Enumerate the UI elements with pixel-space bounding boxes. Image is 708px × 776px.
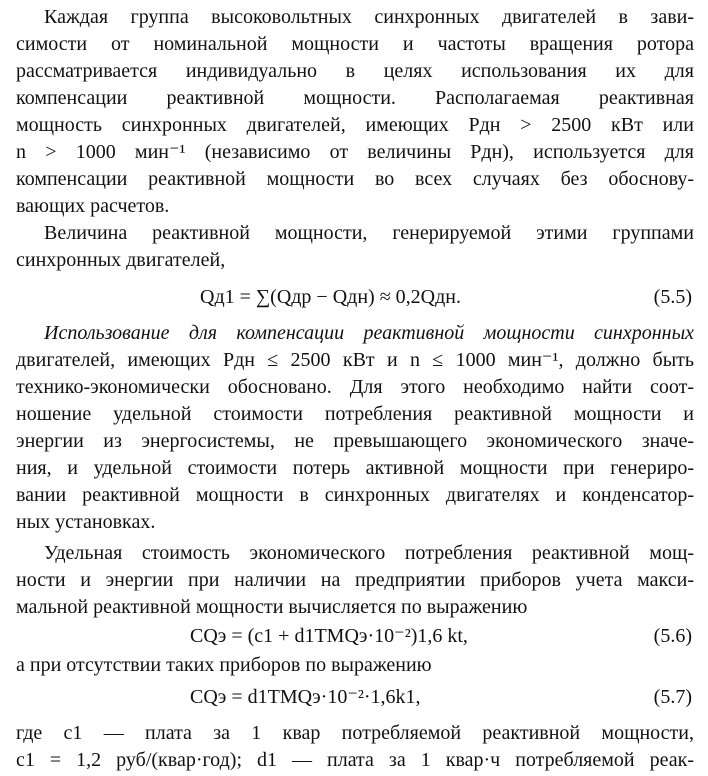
equation-5-5: Qд1 = ∑(Qдр − Qдн) ≈ 0,2Qдн. [200, 286, 461, 308]
equation-5-7: CQэ = d1TMQэ·10⁻²·1,6k1, [190, 686, 421, 708]
text-line: мощность синхронных двигателей, имеющих Pдн > 2500 кВт или [16, 114, 694, 136]
text-line: двигателей, имеющих Pдн ≤ 2500 кВт и n ≤ 1000 мин⁻¹, должно быть [16, 349, 694, 371]
equation-number: (5.7) [653, 686, 692, 708]
text-line: вающих расчетов. [16, 195, 170, 217]
text-line: симости от номинальной мощности и частоты вращения ротора [16, 33, 694, 55]
text-line: где c1 — плата за 1 квар потребляемой реактивной мощности, [16, 722, 694, 744]
text-line-italic: Использование для компенсации реактивной мощности синхронных [44, 322, 694, 344]
text-line: технико-экономически обосновано. Для этого необходимо найти соот- [16, 376, 694, 398]
text-line: ных установках. [16, 511, 156, 533]
text-line: энергии из энергосистемы, не превышающего экономического значе- [16, 430, 694, 452]
text-line: а при отсутствии таких приборов по выражению [16, 654, 432, 676]
text-line: рассматривается индивидуально в целях использования их для [16, 60, 694, 82]
text-line: компенсации реактивной мощности во всех случаях без обоснову- [16, 168, 694, 190]
text-line: c1 = 1,2 руб/(квар·год); d1 — плата за 1 квар·ч потребляемой реак- [16, 749, 694, 771]
text-line: мальной реактивной мощности вычисляется по выражению [16, 596, 528, 618]
text-line: Величина реактивной мощности, генерируемой этими группами [44, 222, 694, 244]
text-line: ности и энергии при наличии на предприятии приборов учета макси- [16, 569, 694, 591]
text-line: ния, и удельной стоимости потерь активной мощности при генериро- [16, 457, 694, 479]
text-line: n > 1000 мин⁻¹ (независимо от величины Pдн), используется для [16, 141, 694, 163]
text-line: синхронных двигателей, [16, 249, 226, 271]
text-line: вании реактивной мощности в синхронных двигателях и конденсатор- [16, 484, 694, 506]
text-line: ношение удельной стоимости потребления реактивной мощности и [16, 403, 694, 425]
text-line: Удельная стоимость экономического потребления реактивной мощ- [44, 542, 694, 564]
equation-number: (5.6) [653, 625, 692, 647]
equation-5-6: CQэ = (c1 + d1TMQэ·10⁻²)1,6 kt, [190, 625, 468, 647]
equation-number: (5.5) [653, 286, 692, 308]
text-line: Каждая группа высоковольтных синхронных двигателей в зави- [44, 6, 694, 28]
text-line: компенсации реактивной мощности. Располагаемая реактивная [16, 87, 694, 109]
